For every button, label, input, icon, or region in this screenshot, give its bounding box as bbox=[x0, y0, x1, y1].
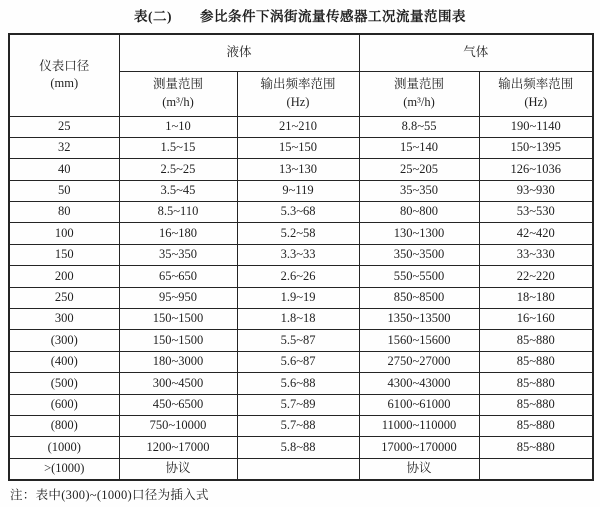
header-gas-freq-unit: (Hz) bbox=[524, 94, 548, 109]
table-cell: 2.5~25 bbox=[119, 159, 237, 180]
table-cell: 180~3000 bbox=[119, 351, 237, 372]
table-cell: 150 bbox=[9, 244, 119, 265]
table-cell: 850~8500 bbox=[359, 287, 479, 308]
table-cell: 93~930 bbox=[479, 180, 593, 201]
table-cell: 5.7~89 bbox=[237, 394, 359, 415]
table-cell: 190~1140 bbox=[479, 116, 593, 137]
header-gas-measure bbox=[359, 71, 479, 116]
table-row bbox=[9, 223, 593, 244]
table-cell: (500) bbox=[9, 373, 119, 394]
table-cell: 8.5~110 bbox=[119, 202, 237, 223]
table-cell: 17000~170000 bbox=[359, 437, 479, 458]
table-row bbox=[9, 373, 593, 394]
table-cell: 35~350 bbox=[359, 180, 479, 201]
table-cell: 150~1395 bbox=[479, 137, 593, 158]
header-liquid-freq-unit: (Hz) bbox=[286, 94, 310, 109]
table-cell: 3.3~33 bbox=[237, 244, 359, 265]
table-row bbox=[9, 415, 593, 436]
table-cell: 15~150 bbox=[237, 137, 359, 158]
table-cell: 32 bbox=[9, 137, 119, 158]
table-cell: 95~950 bbox=[119, 287, 237, 308]
table-cell: >(1000) bbox=[9, 458, 119, 479]
table-cell: 5.3~68 bbox=[237, 202, 359, 223]
table-cell: 250 bbox=[9, 287, 119, 308]
table-cell: 1200~17000 bbox=[119, 437, 237, 458]
table-cell: 1.5~15 bbox=[119, 137, 237, 158]
header-liquid-freq-label: 输出频率范围 bbox=[260, 76, 336, 91]
table-cell: 1.8~18 bbox=[237, 309, 359, 330]
table-cell: 21~210 bbox=[237, 116, 359, 137]
table-cell: 35~350 bbox=[119, 244, 237, 265]
table-cell: 53~530 bbox=[479, 202, 593, 223]
table-cell: 3.5~45 bbox=[119, 180, 237, 201]
table-cell: 85~880 bbox=[479, 373, 593, 394]
table-cell bbox=[479, 458, 593, 479]
table-row bbox=[9, 137, 593, 158]
table-cell: 5.6~88 bbox=[237, 373, 359, 394]
table-cell: 42~420 bbox=[479, 223, 593, 244]
table-cell: 18~180 bbox=[479, 287, 593, 308]
table-cell: 25 bbox=[9, 116, 119, 137]
table-cell: 300 bbox=[9, 309, 119, 330]
table-cell: 100 bbox=[9, 223, 119, 244]
table-cell: 8.8~55 bbox=[359, 116, 479, 137]
table-cell: 1560~15600 bbox=[359, 330, 479, 351]
table-cell: 协议 bbox=[119, 458, 237, 479]
table-cell: 2.6~26 bbox=[237, 266, 359, 287]
table-cell bbox=[237, 458, 359, 479]
table-cell: 协议 bbox=[359, 458, 479, 479]
table-cell: 550~5500 bbox=[359, 266, 479, 287]
table-cell: 11000~110000 bbox=[359, 415, 479, 436]
table-cell: 5.6~87 bbox=[237, 351, 359, 372]
table-cell: 16~180 bbox=[119, 223, 237, 244]
table-cell: 5.5~87 bbox=[237, 330, 359, 351]
table-cell: 350~3500 bbox=[359, 244, 479, 265]
table-cell: (300) bbox=[9, 330, 119, 351]
table-cell: 85~880 bbox=[479, 330, 593, 351]
table-cell: (400) bbox=[9, 351, 119, 372]
table-cell: 22~220 bbox=[479, 266, 593, 287]
table-cell: 15~140 bbox=[359, 137, 479, 158]
table-row bbox=[9, 244, 593, 265]
table-row bbox=[9, 287, 593, 308]
table-cell: 126~1036 bbox=[479, 159, 593, 180]
table-cell: 1.9~19 bbox=[237, 287, 359, 308]
table-title-label: 表(二) bbox=[134, 9, 172, 24]
table-cell: 85~880 bbox=[479, 394, 593, 415]
table-row bbox=[9, 394, 593, 415]
table-cell: 80 bbox=[9, 202, 119, 223]
table-cell: 150~1500 bbox=[119, 309, 237, 330]
table-cell: 150~1500 bbox=[119, 330, 237, 351]
table-cell: 65~650 bbox=[119, 266, 237, 287]
header-gas-group: 气体 bbox=[359, 34, 593, 71]
table-cell: (1000) bbox=[9, 437, 119, 458]
table-cell: (600) bbox=[9, 394, 119, 415]
table-cell: 80~800 bbox=[359, 202, 479, 223]
table-cell: 85~880 bbox=[479, 415, 593, 436]
table-cell: 1350~13500 bbox=[359, 309, 479, 330]
table-cell: 200 bbox=[9, 266, 119, 287]
table-cell: 2750~27000 bbox=[359, 351, 479, 372]
table-body bbox=[9, 116, 593, 480]
table-cell: 750~10000 bbox=[119, 415, 237, 436]
table-cell: 4300~43000 bbox=[359, 373, 479, 394]
header-liquid-measure bbox=[119, 71, 237, 116]
table-cell: 40 bbox=[9, 159, 119, 180]
table-row bbox=[9, 309, 593, 330]
table-cell: 50 bbox=[9, 180, 119, 201]
table-cell: 85~880 bbox=[479, 437, 593, 458]
header-diameter-label: 仪表口径 bbox=[39, 58, 90, 73]
table-title bbox=[0, 5, 600, 25]
header-liquid-group: 液体 bbox=[119, 34, 359, 71]
header-gas-measure-unit: (m³/h) bbox=[403, 94, 435, 109]
header-gas-measure-label: 测量范围 bbox=[394, 76, 445, 91]
table-row bbox=[9, 351, 593, 372]
table-row bbox=[9, 330, 593, 351]
table-cell: 85~880 bbox=[479, 351, 593, 372]
header-liquid-measure-label: 测量范围 bbox=[152, 76, 203, 91]
table-cell: 5.2~58 bbox=[237, 223, 359, 244]
table-row bbox=[9, 458, 593, 479]
table-note: 注：表中(300)~(1000)口径为插入式 bbox=[10, 488, 209, 502]
table-row bbox=[9, 266, 593, 287]
flow-range-table bbox=[8, 33, 594, 481]
table-cell: 33~330 bbox=[479, 244, 593, 265]
table-row bbox=[9, 116, 593, 137]
header-liquid-freq bbox=[237, 71, 359, 116]
header-liquid-measure-unit: (m³/h) bbox=[162, 94, 194, 109]
header-gas-freq bbox=[479, 71, 593, 116]
table-row bbox=[9, 202, 593, 223]
table-cell: 130~1300 bbox=[359, 223, 479, 244]
table-cell: 450~6500 bbox=[119, 394, 237, 415]
table-cell: (800) bbox=[9, 415, 119, 436]
table-cell: 300~4500 bbox=[119, 373, 237, 394]
header-diameter-unit: (mm) bbox=[50, 76, 79, 91]
header-gas-freq-label: 输出频率范围 bbox=[498, 76, 574, 91]
table-header bbox=[9, 34, 593, 116]
header-diameter bbox=[9, 34, 119, 116]
table-cell: 9~119 bbox=[237, 180, 359, 201]
table-title-text: 参比条件下涡街流量传感器工况流量范围表 bbox=[200, 9, 466, 24]
table-cell: 25~205 bbox=[359, 159, 479, 180]
table-cell: 16~160 bbox=[479, 309, 593, 330]
table-cell: 5.8~88 bbox=[237, 437, 359, 458]
table-cell: 1~10 bbox=[119, 116, 237, 137]
table-row bbox=[9, 159, 593, 180]
table-row bbox=[9, 437, 593, 458]
table-row bbox=[9, 180, 593, 201]
header-group-row bbox=[9, 34, 593, 71]
table-cell: 6100~61000 bbox=[359, 394, 479, 415]
table-cell: 13~130 bbox=[237, 159, 359, 180]
table-cell: 5.7~88 bbox=[237, 415, 359, 436]
